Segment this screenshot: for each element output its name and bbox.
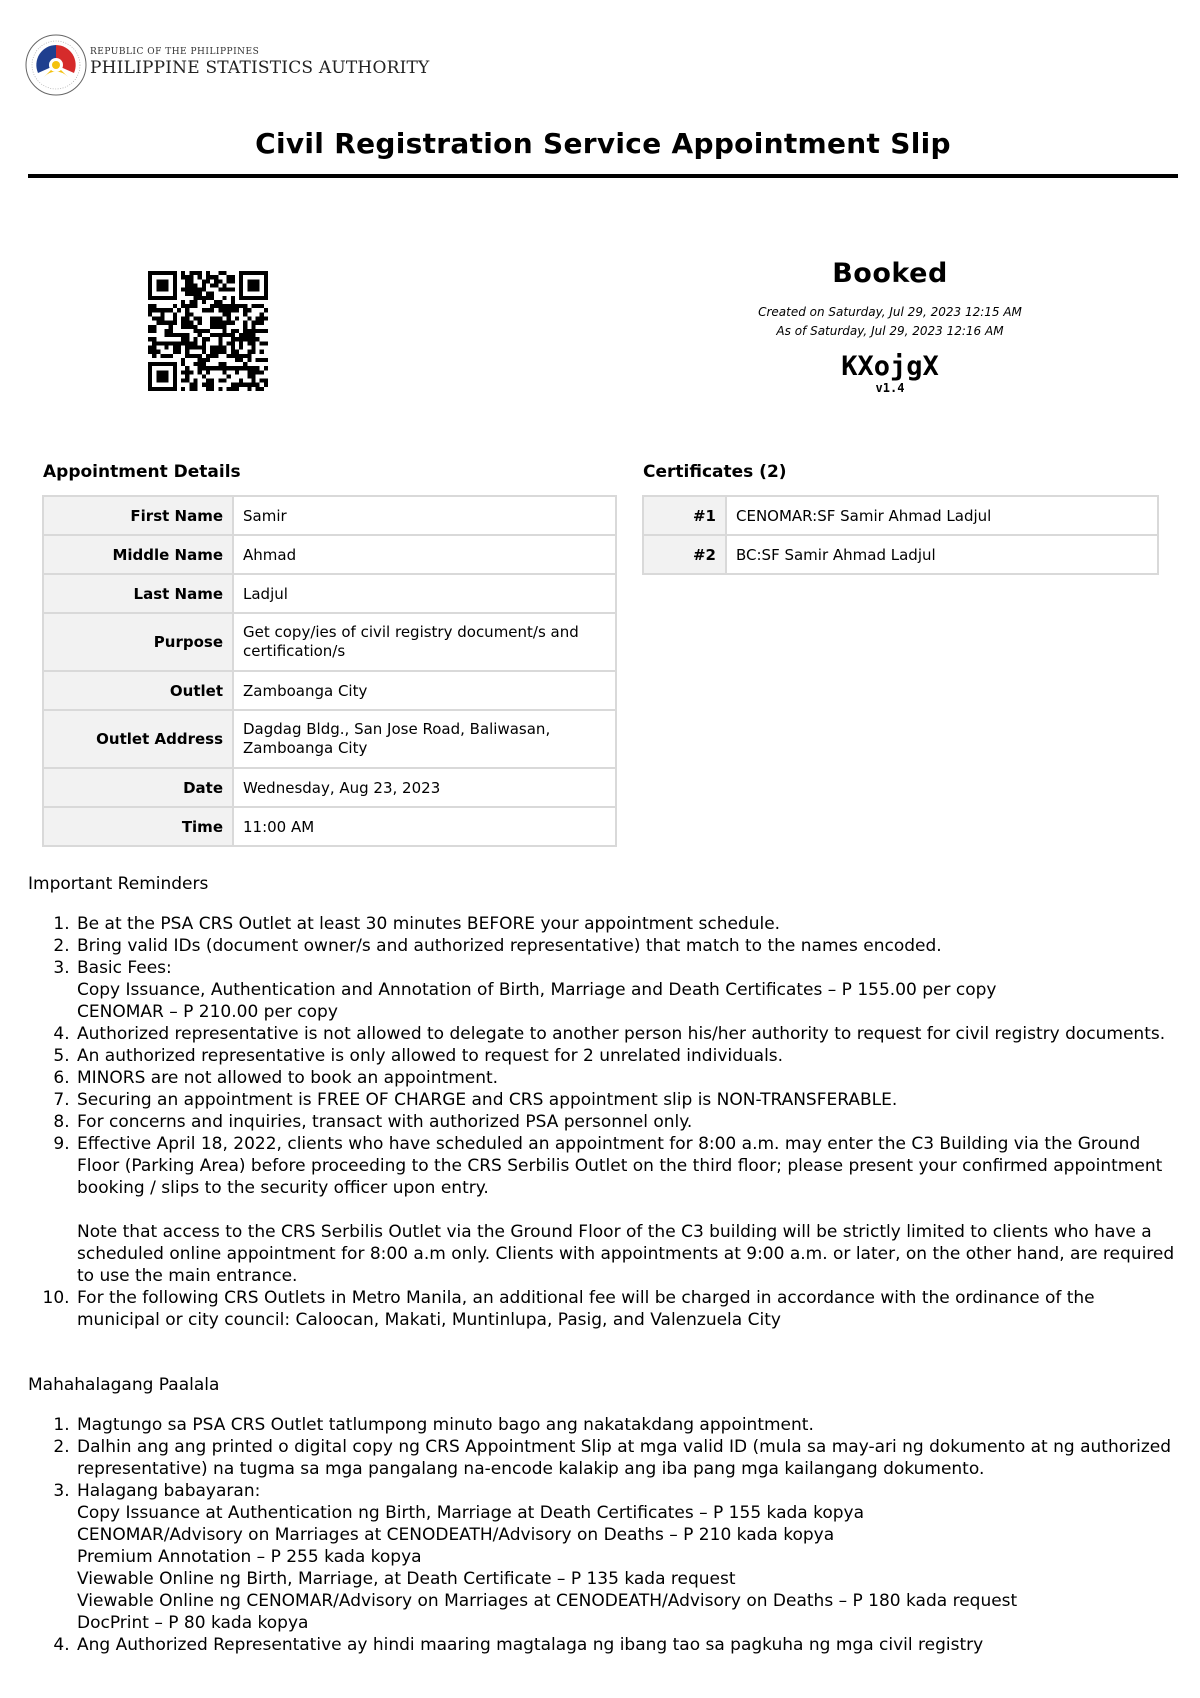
psa-logo xyxy=(24,32,429,98)
certificate-number: #2 xyxy=(644,536,725,573)
fee-line: DocPrint – P 80 kada kopya xyxy=(77,1613,309,1633)
date-label: Date xyxy=(44,769,232,806)
first-name-label: First Name xyxy=(44,497,232,534)
time-label: Time xyxy=(44,808,232,845)
purpose-label: Purpose xyxy=(44,614,232,670)
fee-line: Viewable Online ng CENOMAR/Advisory on Marriages at CENODEATH/Advisory on Deaths – P 180 kada request xyxy=(77,1591,1018,1611)
table-row xyxy=(44,497,615,534)
table-row xyxy=(644,497,1157,534)
mahahalagang-paalala-heading: Mahahalagang Paalala xyxy=(28,1375,220,1395)
last-name-value: Ladjul xyxy=(234,575,615,612)
table-row xyxy=(44,672,615,709)
reference-code: KXojgX xyxy=(841,351,939,382)
first-name-value: Samir xyxy=(234,497,615,534)
list-item: 5. An authorized representative is only allowed to request for 2 unrelated individuals. xyxy=(75,1045,1180,1067)
reminder-paragraph: Note that access to the CRS Serbilis Outlet via the Ground Floor of the C3 building will be strictly limited to clients who have a scheduled online appointment for 8:00 a.m only. Clients with appointments at 9:00 a.m. or later, on the other hand, are required to use the main entrance. xyxy=(77,1222,1175,1286)
list-item: 10. For the following CRS Outlets in Metro Manila, an additional fee will be charged in accordance with the ordinance of the municipal or city council: Caloocan, Makati, Muntinlupa, Pasig, and Valenzuela City xyxy=(75,1287,1180,1331)
date-value: Wednesday, Aug 23, 2023 xyxy=(234,769,615,806)
org-name-text: PHILIPPINE STATISTICS AUTHORITY xyxy=(90,57,430,78)
outlet-value: Zamboanga City xyxy=(234,672,615,709)
booking-status-block xyxy=(680,258,1100,394)
important-reminders-list xyxy=(28,913,1180,1331)
table-row xyxy=(44,536,615,573)
middle-name-label: Middle Name xyxy=(44,536,232,573)
purpose-value: Get copy/ies of civil registry document/s and certification/s xyxy=(234,614,615,670)
outlet-address-value: Dagdag Bldg., San Jose Road, Baliwasan, Zamboanga City xyxy=(234,711,615,767)
list-item: 4. Ang Authorized Representative ay hindi maaring magtalaga ng ibang tao sa pagkuha ng mga civil registry xyxy=(75,1634,1180,1656)
list-item: 6. MINORS are not allowed to book an appointment. xyxy=(75,1067,1180,1089)
fee-line: Copy Issuance, Authentication and Annotation of Birth, Marriage and Death Certificates – P 155.00 per copy xyxy=(77,980,997,1000)
list-item xyxy=(75,1480,1180,1634)
fees-heading: Basic Fees: xyxy=(77,958,172,978)
status-label: Booked xyxy=(832,258,948,289)
table-row xyxy=(644,536,1157,573)
version-label: v1.4 xyxy=(875,381,905,395)
table-row xyxy=(44,575,615,612)
list-item: 1. Be at the PSA CRS Outlet at least 30 minutes BEFORE your appointment schedule. xyxy=(75,913,1180,935)
outlet-label: Outlet xyxy=(44,672,232,709)
reminder-paragraph: Effective April 18, 2022, clients who have scheduled an appointment for 8:00 a.m. may enter the C3 Building via the Ground Floor (Parking Area) before proceeding to the CRS Serbilis Outlet on the third floor; please present your confirmed appointment booking / slips to the security officer upon entry. xyxy=(77,1134,1163,1198)
table-row xyxy=(44,614,615,670)
fee-line: Copy Issuance at Authentication ng Birth, Marriage at Death Certificates – P 155 kada kopya xyxy=(77,1503,865,1523)
time-value: 11:00 AM xyxy=(234,808,615,845)
created-timestamp: Created on Saturday, Jul 29, 2023 12:15 AM xyxy=(758,305,1022,319)
psa-seal-icon xyxy=(24,33,88,97)
list-item: 1. Magtungo sa PSA CRS Outlet tatlumpong minuto bago ang nakatakdang appointment. xyxy=(75,1414,1180,1436)
certificates-table xyxy=(642,495,1159,575)
org-small-text: REPUBLIC OF THE PHILIPPINES xyxy=(90,46,260,57)
list-item xyxy=(75,957,1180,1023)
fee-line: CENOMAR – P 210.00 per copy xyxy=(77,1002,338,1022)
list-item: 2. Bring valid IDs (document owner/s and authorized representative) that match to the names encoded. xyxy=(75,935,1180,957)
fee-line: CENOMAR/Advisory on Marriages at CENODEATH/Advisory on Deaths – P 210 kada kopya xyxy=(77,1525,835,1545)
fee-line: Premium Annotation – P 255 kada kopya xyxy=(77,1547,422,1567)
certificate-description: BC:SF Samir Ahmad Ladjul xyxy=(727,536,1157,573)
certificate-description: CENOMAR:SF Samir Ahmad Ladjul xyxy=(727,497,1157,534)
outlet-address-label: Outlet Address xyxy=(44,711,232,767)
fees-heading: Halagang babayaran: xyxy=(77,1481,261,1501)
qr-code-icon xyxy=(148,271,268,391)
table-row xyxy=(44,711,615,767)
list-item: 7. Securing an appointment is FREE OF CHARGE and CRS appointment slip is NON-TRANSFERABLE. xyxy=(75,1089,1180,1111)
title-divider xyxy=(28,174,1178,178)
middle-name-value: Ahmad xyxy=(234,536,615,573)
list-item: 8. For concerns and inquiries, transact with authorized PSA personnel only. xyxy=(75,1111,1180,1133)
list-item: 2. Dalhin ang ang printed o digital copy ng CRS Appointment Slip at mga valid ID (mula sa may-ari ng dokumento at ng authorized representative) na tugma sa mga pangalang na-encode kalakip ang iba pang mga kailangang dokumento. xyxy=(75,1436,1180,1480)
list-item: 4. Authorized representative is not allowed to delegate to another person his/her authority to request for civil registry documents. xyxy=(75,1023,1180,1045)
appointment-details-heading: Appointment Details xyxy=(43,462,241,482)
mahahalagang-paalala-list xyxy=(28,1414,1180,1656)
as-of-timestamp: As of Saturday, Jul 29, 2023 12:16 AM xyxy=(776,324,1004,338)
certificates-heading: Certificates (2) xyxy=(643,462,787,482)
last-name-label: Last Name xyxy=(44,575,232,612)
mahahalagang-paalala xyxy=(28,1374,1180,1656)
table-row xyxy=(44,769,615,806)
certificate-number: #1 xyxy=(644,497,725,534)
appointment-details-table xyxy=(42,495,617,847)
important-reminders xyxy=(28,873,1180,1331)
list-item xyxy=(75,1133,1180,1287)
fee-line: Viewable Online ng Birth, Marriage, at Death Certificate – P 135 kada request xyxy=(77,1569,736,1589)
important-reminders-heading: Important Reminders xyxy=(28,874,209,894)
table-row xyxy=(44,808,615,845)
page-title: Civil Registration Service Appointment Slip xyxy=(255,127,951,160)
